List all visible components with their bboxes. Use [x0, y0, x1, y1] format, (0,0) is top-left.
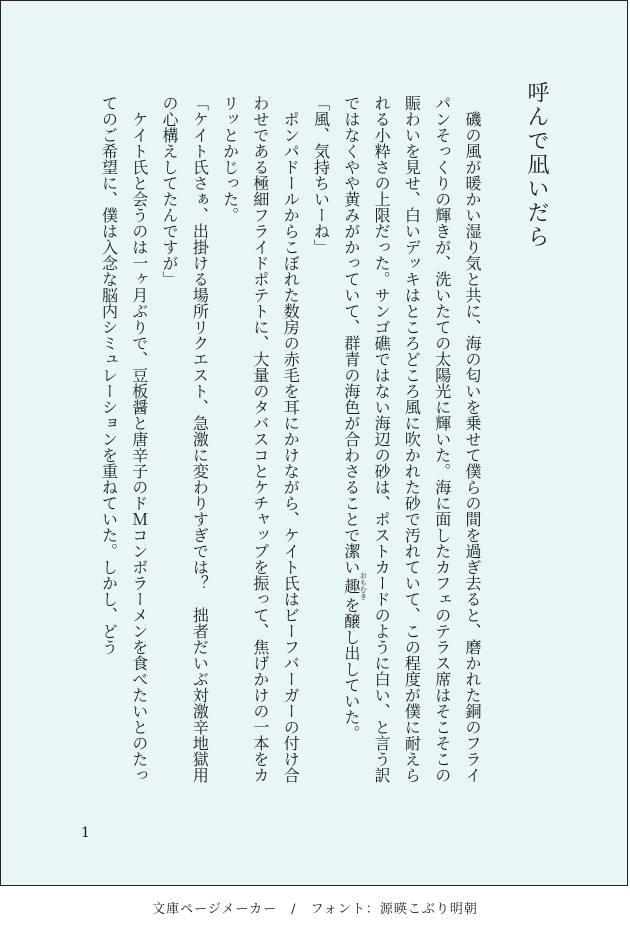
paragraph [336, 95, 487, 795]
paragraph-text: 磯の風が暖かい湿り気と共に、海の匂いを乗せて僕らの間を過ぎ去ると、磨かれた銅のフライパンそっくりの輝きが、洗いたての太陽光に輝いた。海に面したカフェのテラス席はそこそこの賑わいを見せ、白いデッキはところどころ風に吹かれた砂で汚れていて、この程度が僕に耐えられる小粋さの上限だった。サンゴ礁ではない海辺の砂は、ポストカードのように白い、と言う訳ではなくやや黄みがかっていて、群青の海色が合わさることで潔い [341, 95, 482, 783]
story-title: 呼んで凪いだら [524, 81, 549, 249]
paragraph: ケイト氏と会うのは一ヶ月ぶりで、豆板醤と唐辛子のドＭコンボラーメンを食べたいとのたってのご希望に、僕は入念な脳内シミュレーションを重ねていた。しかし、どう [99, 95, 149, 783]
ruby-base: 趣 [341, 572, 361, 600]
body-text [93, 95, 487, 795]
footer-credit: 文庫ページメーカー / フォント：源暎こぶり明朝 [152, 902, 478, 917]
paragraph: 「ケイト氏さぁ、出掛ける場所リクエスト、急激に変わりすぎでは？ 拙者だいぶ対激辛地獄用の心構えしてたんですが」 [160, 95, 210, 783]
paragraph-tail: を醸し出していた。 [341, 597, 361, 741]
ruby-word [341, 572, 368, 600]
paragraph: 「風、気持ちいーね」 [311, 95, 331, 255]
page-number: 1 [81, 825, 90, 841]
ruby-reading: おもむき [359, 572, 368, 600]
paragraph: ポンパドールからこぼれた数房の赤毛を耳にかけながら、ケイト氏はビーフバーガーの付け合わせである極細フライドポテトに、大量のタバスコとケチャップを振って、焦げかけの一本をカリッとかじった。 [220, 95, 301, 783]
